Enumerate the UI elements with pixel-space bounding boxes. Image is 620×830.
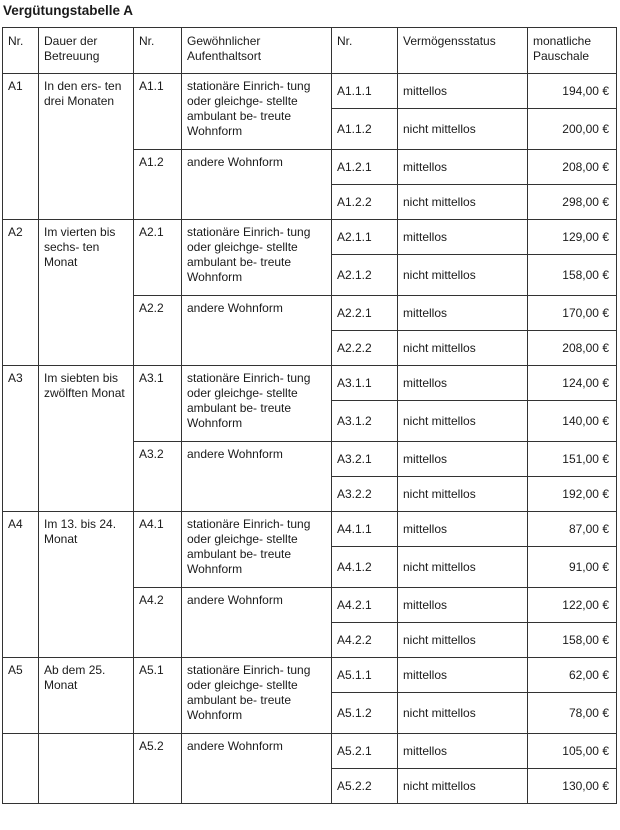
table-row — [3, 512, 617, 547]
header-nr-row: Nr. — [332, 28, 398, 74]
vermoegensstatus: mittellos — [398, 512, 528, 547]
row-nr: A3.1.1 — [332, 366, 398, 401]
monthly-amount: 192,00 € — [528, 477, 617, 512]
vermoegensstatus: mittellos — [398, 74, 528, 109]
monthly-amount: 105,00 € — [528, 734, 617, 769]
table-row — [3, 658, 617, 693]
header-nr: Nr. — [3, 28, 39, 74]
table-row — [3, 734, 617, 769]
vermoegensstatus: nicht mittellos — [398, 185, 528, 220]
row-nr: A3.1.2 — [332, 401, 398, 442]
place-nr: A5.1 — [134, 658, 182, 734]
vermoegensstatus: mittellos — [398, 150, 528, 185]
monthly-amount: 129,00 € — [528, 220, 617, 255]
monthly-amount: 298,00 € — [528, 185, 617, 220]
row-nr: A2.1.2 — [332, 255, 398, 296]
group-nr: A1 — [3, 74, 39, 220]
row-nr: A2.2.1 — [332, 296, 398, 331]
place-nr: A1.2 — [134, 150, 182, 220]
compensation-table — [2, 27, 617, 804]
vermoegensstatus: nicht mittellos — [398, 623, 528, 658]
monthly-amount: 122,00 € — [528, 588, 617, 623]
place-nr: A5.2 — [134, 734, 182, 804]
row-nr: A5.2.2 — [332, 769, 398, 804]
vermoegensstatus: mittellos — [398, 366, 528, 401]
monthly-amount: 208,00 € — [528, 331, 617, 366]
row-nr: A4.1.1 — [332, 512, 398, 547]
vermoegensstatus: nicht mittellos — [398, 693, 528, 734]
vermoegensstatus: nicht mittellos — [398, 401, 528, 442]
vermoegensstatus: mittellos — [398, 658, 528, 693]
vermoegensstatus: nicht mittellos — [398, 477, 528, 512]
betreuungsdauer: Im vierten bis sechs- ten Monat — [39, 220, 134, 366]
aufenthaltsort: stationäre Einrich- tung oder gleichge- stellte ambulant be- treute Wohnform — [182, 220, 332, 296]
betreuungsdauer: In den ers- ten drei Monaten — [39, 74, 134, 220]
monthly-amount: 91,00 € — [528, 547, 617, 588]
row-nr: A5.2.1 — [332, 734, 398, 769]
table-row — [3, 220, 617, 255]
vermoegensstatus: mittellos — [398, 734, 528, 769]
vermoegensstatus: mittellos — [398, 296, 528, 331]
place-nr: A3.2 — [134, 442, 182, 512]
aufenthaltsort: andere Wohnform — [182, 734, 332, 804]
table-row — [3, 74, 617, 109]
aufenthaltsort: stationäre Einrich- tung oder gleichge- stellte ambulant be- treute Wohnform — [182, 74, 332, 150]
aufenthaltsort: stationäre Einrich- tung oder gleichge- stellte ambulant be- treute Wohnform — [182, 512, 332, 588]
row-nr: A2.2.2 — [332, 331, 398, 366]
vermoegensstatus: nicht mittellos — [398, 331, 528, 366]
place-nr: A3.1 — [134, 366, 182, 442]
monthly-amount: 200,00 € — [528, 109, 617, 150]
row-nr: A1.2.2 — [332, 185, 398, 220]
monthly-amount: 78,00 € — [528, 693, 617, 734]
row-nr: A5.1.1 — [332, 658, 398, 693]
aufenthaltsort: andere Wohnform — [182, 150, 332, 220]
header-dauer: Dauer der Betreuung — [39, 28, 134, 74]
row-nr: A5.1.2 — [332, 693, 398, 734]
aufenthaltsort: andere Wohnform — [182, 442, 332, 512]
monthly-amount: 62,00 € — [528, 658, 617, 693]
aufenthaltsort: stationäre Einrich- tung oder gleichge- stellte ambulant be- treute Wohnform — [182, 366, 332, 442]
monthly-amount: 158,00 € — [528, 255, 617, 296]
betreuungsdauer: Im 13. bis 24. Monat — [39, 512, 134, 658]
betreuungsdauer — [39, 734, 134, 804]
group-nr: A5 — [3, 658, 39, 734]
header-nr-place: Nr. — [134, 28, 182, 74]
monthly-amount: 158,00 € — [528, 623, 617, 658]
row-nr: A1.1.1 — [332, 74, 398, 109]
table-body — [3, 74, 617, 804]
table-title: Vergütungstabelle A — [3, 3, 134, 18]
vermoegensstatus: nicht mittellos — [398, 769, 528, 804]
vermoegensstatus: mittellos — [398, 220, 528, 255]
header-aufenthaltsort: Gewöhnlicher Aufenthaltsort — [182, 28, 332, 74]
row-nr: A4.2.2 — [332, 623, 398, 658]
monthly-amount: 87,00 € — [528, 512, 617, 547]
header-pauschale: monatliche Pauschale — [528, 28, 617, 74]
row-nr: A4.2.1 — [332, 588, 398, 623]
row-nr: A2.1.1 — [332, 220, 398, 255]
vermoegensstatus: nicht mittellos — [398, 547, 528, 588]
row-nr: A1.1.2 — [332, 109, 398, 150]
aufenthaltsort: stationäre Einrich- tung oder gleichge- stellte ambulant be- treute Wohnform — [182, 658, 332, 734]
monthly-amount: 194,00 € — [528, 74, 617, 109]
monthly-amount: 124,00 € — [528, 366, 617, 401]
monthly-amount: 140,00 € — [528, 401, 617, 442]
vermoegensstatus: mittellos — [398, 588, 528, 623]
monthly-amount: 151,00 € — [528, 442, 617, 477]
row-nr: A4.1.2 — [332, 547, 398, 588]
table-row — [3, 366, 617, 401]
place-nr: A1.1 — [134, 74, 182, 150]
row-nr: A1.2.1 — [332, 150, 398, 185]
place-nr: A4.2 — [134, 588, 182, 658]
aufenthaltsort: andere Wohnform — [182, 296, 332, 366]
row-nr: A3.2.2 — [332, 477, 398, 512]
place-nr: A4.1 — [134, 512, 182, 588]
group-nr: A2 — [3, 220, 39, 366]
aufenthaltsort: andere Wohnform — [182, 588, 332, 658]
betreuungsdauer: Ab dem 25. Monat — [39, 658, 134, 734]
vermoegensstatus: mittellos — [398, 442, 528, 477]
place-nr: A2.2 — [134, 296, 182, 366]
monthly-amount: 170,00 € — [528, 296, 617, 331]
vermoegensstatus: nicht mittellos — [398, 109, 528, 150]
group-nr — [3, 734, 39, 804]
monthly-amount: 130,00 € — [528, 769, 617, 804]
row-nr: A3.2.1 — [332, 442, 398, 477]
place-nr: A2.1 — [134, 220, 182, 296]
header-row — [3, 28, 617, 74]
betreuungsdauer: Im siebten bis zwölften Monat — [39, 366, 134, 512]
group-nr: A4 — [3, 512, 39, 658]
header-vermoegensstatus: Vermögensstatus — [398, 28, 528, 74]
group-nr: A3 — [3, 366, 39, 512]
vermoegensstatus: nicht mittellos — [398, 255, 528, 296]
monthly-amount: 208,00 € — [528, 150, 617, 185]
